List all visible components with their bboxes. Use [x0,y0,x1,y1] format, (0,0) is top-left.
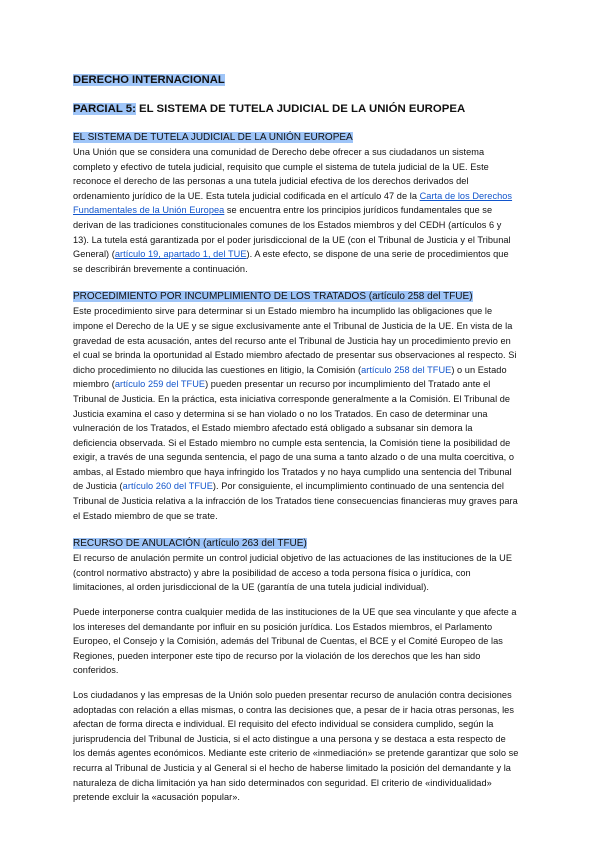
text-run: se encuentra entre los principios jurídicos fundamentales que se derivan de las tradiciones constitucionales comunes de los Estados miembros y del CEDH (artículos 6 y 13). La tutela está garantizada por el poder jurisdiccional de la UE (con el Tribunal de Justicia y el Tribunal General) ( [73,205,511,260]
text-run: ) pueden presentar un recurso por incumplimiento del Tratado ante el Tribunal de Justicia. En la práctica, esta iniciativa corresponde generalmente a la Comisión. El Tribunal de Justicia examina el caso y determina si se han violado o no los Tratados. En caso de determinar una vulneración de los Tratados, el Estado miembro afectado está obligado a subsanar sin demora la deficiencia observada. Si el Estado miembro no cumple esta sentencia, la Comisión tiene la posibilidad de exigir, a través de una segunda sentencia, el pago de una suma a tanto alzado o de una multa coercitiva, o ambas, al Estado miembro que haya infringido los Tratados y no haya cumplido una sentencia del Tribunal de Justicia ( [73,379,514,492]
link-carta-derechos[interactable]: Carta de los Derechos Fundamentales de la Unión Europea [73,190,513,216]
section-incumplimiento [73,286,519,523]
paragraph-anulacion-3: Los ciudadanos y las empresas de la Unión solo pueden presentar recurso de anulación contra decisiones adoptadas con relación a ellas mismas, o contra las decisiones que, a pesar de ir hacia otras personas, les afectan de forma directa e individual. El requisito del efecto individual se considera cumplido, según la jurisprudencia del Tribunal de Justicia, si el acto distingue a una persona y se destaca a esta respecto de los demás agentes económicos. Mediante este criterio de «inmediación» se pretende garantizar que solo se recurra al Tribunal de Justicia y al General si el hecho de haberse limitado la posición del demandante y la naturaleza de dicha limitación ya han sido determinados con seguridad. El criterio de «individualidad» pretende excluir la «acusación popular». [73,690,519,803]
section-tutela [73,127,519,276]
paragraph-anulacion-1: El recurso de anulación permite un control judicial objetivo de las actuaciones de las instituciones de la UE (control normativo abstracto) y abre la posibilidad de acceso a toda persona física o jurídica, con limitaciones, al orden jurisdiccional de la UE (garantía de una tutela judicial individual). [73,553,513,593]
link-articulo-19-tue[interactable]: artículo 19, apartado 1, del TUE [114,249,247,260]
text-run: Este procedimiento sirve para determinar si un Estado miembro ha incumplido las obligaciones que le impone el Derecho de la UE y se sigue exclusivamente ante el Tribunal de Justicia de la UE. En vista de la gravedad de esta acusación, antes del recurso ante el Tribunal de Justicia hay un procedimiento previo en el cual se brinda la oportunidad al Estado miembro afectado de presentar sus observaciones al respecto. Si dicho procedimiento no dilucida las cuestiones en litigio, la Comisión ( [73,306,517,375]
part-heading [73,102,519,117]
doc-title: DERECHO INTERNACIONAL [73,74,225,86]
paragraph-incumplimiento [73,304,519,523]
section-anulacion [73,533,519,805]
part-title: EL SISTEMA DE TUTELA JUDICIAL DE LA UNIÓN EUROPEA [135,103,466,115]
ref-articulo-258: artículo 258 del TFUE [361,364,452,375]
ref-articulo-260: artículo 260 del TFUE [122,481,213,492]
text-run: ). A este efecto, se dispone de una serie de procedimientos que se describirán brevemente a continuación. [73,249,509,274]
section-heading-tutela: EL SISTEMA DE TUTELA JUDICIAL DE LA UNIÓN EUROPEA [73,132,353,143]
paragraph-tutela [73,145,519,276]
section-heading-anulacion: RECURSO DE ANULACIÓN (artículo 263 del TFUE) [73,538,307,550]
text-run: ) o un Estado miembro ( [73,364,507,390]
part-label: PARCIAL 5: [73,103,136,115]
doc-title-row [73,70,519,88]
text-run: Una Unión que se considera una comunidad de Derecho debe ofrecer a sus ciudadanos un sistema completo y efectivo de tutela judicial, requisito que cumple el sistema de tutela judicial de la UE. Este reconoce el derecho de las personas a una tutela judicial efectiva de los derechos derivados del ordenamiento jurídico de la UE. Esta tutela judicial codificada en el artículo 47 de la [73,147,489,201]
text-run: ). Por consiguiente, el incumplimiento continuado de una sentencia del Tribunal de Justicia relativa a la infracción de los Tratados tiene consecuencias financieras muy graves para el Estado miembro de que se trate. [73,481,518,521]
ref-articulo-259: artículo 259 del TFUE [114,379,206,390]
paragraph-anulacion-2: Puede interponerse contra cualquier medida de las instituciones de la UE que sea vinculante y que afecte a los intereses del demandante por influir en su posición jurídica. Los Estados miembros, el Parlamento Europeo, el Consejo y la Comisión, además del Tribunal de Cuentas, el BCE y el Comité Europeo de las Regiones, pueden interponer este tipo de recurso por la violación de los derechos que les han sido conferidos. [73,607,517,676]
document-page [73,70,519,805]
section-heading-incumplimiento: PROCEDIMIENTO POR INCUMPLIMIENTO DE LOS TRATADOS (artículo 258 del TFUE) [73,291,473,303]
